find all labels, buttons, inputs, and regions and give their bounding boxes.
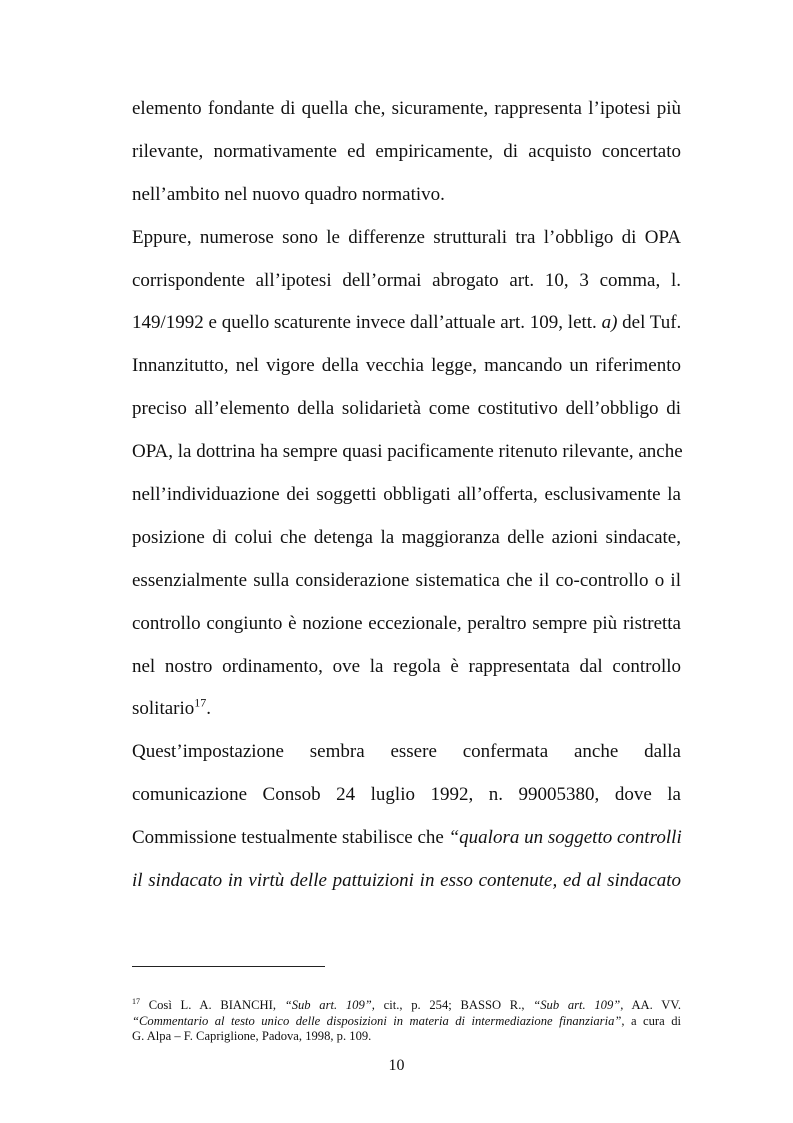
text-line: rilevante, normativamente ed empiricamente, di acquisto concertato (132, 140, 681, 162)
text-line: OPA, la dottrina ha sempre quasi pacificamente ritenuto rilevante, anche (132, 441, 683, 463)
footnote-line: G. Alpa – F. Capriglione, Padova, 1998, p. 109. (132, 1029, 372, 1043)
text-line: il sindacato in virtù delle pattuizioni in esso contenute, ed al sindacato (132, 870, 681, 892)
text-line (132, 688, 681, 731)
text-line: posizione di colui che detenga la maggioranza delle azioni sindacate, (132, 526, 681, 548)
text-segment: Così L. A. BIANCHI, (148, 998, 276, 1012)
footnote (132, 998, 681, 1045)
text-line: essenzialmente sulla considerazione sistematica che il co-controllo o il (132, 569, 681, 591)
text-line: nel nostro ordinamento, ove la regola è rappresentata dal controllo (132, 655, 681, 677)
italic-segment: “Sub art. 109”, (284, 998, 375, 1012)
footnote-line (132, 1014, 681, 1030)
footnote-line (132, 998, 681, 1014)
text-line: Innanzitutto, nel vigore della vecchia legge, mancando un riferimento (132, 355, 681, 377)
text-segment: 149/1992 e quello scaturente invece dall’attuale art. 109, lett. (132, 312, 597, 334)
text-line: comunicazione Consob 24 luglio 1992, n. 99005380, dove la (132, 784, 681, 806)
footnote-separator (132, 966, 325, 967)
text-line: Quest’impostazione sembra essere confermata anche dalla (132, 741, 681, 763)
text-line: nell’individuazione dei soggetti obbligati all’offerta, esclusivamente la (132, 484, 681, 506)
text-segment: , AA. VV. (620, 998, 681, 1012)
text-segment: . (206, 698, 212, 720)
text-line: elemento fondante di quella che, sicuramente, rappresenta l’ipotesi più (132, 98, 681, 119)
text-segment: , a cura di (621, 1013, 681, 1028)
footnote-reference: 17 (194, 696, 207, 711)
footnote-number: 17 (132, 996, 140, 1006)
text-line: Eppure, numerose sono le differenze strutturali tra l’obbligo di OPA (132, 226, 681, 248)
text-line: preciso all’elemento della solidarietà come costitutivo dell’obbligo di (132, 398, 681, 420)
main-text (132, 88, 681, 903)
text-line: corrispondente all’ipotesi dell’ormai abrogato art. 10, 3 comma, l. (132, 269, 681, 291)
italic-segment: “Commentario al testo unico delle disposizioni in materia di intermediazione finanziaria” (132, 1013, 622, 1028)
text-line (132, 302, 681, 345)
text-line (132, 817, 681, 860)
text-segment: Commissione testualmente stabilisce che (132, 827, 444, 849)
text-line: controllo congiunto è nozione eccezionale, peraltro sempre più ristretta (132, 612, 681, 634)
italic-segment: “Sub art. 109” (533, 998, 621, 1012)
italic-segment: a) (601, 312, 618, 334)
page-number: 10 (388, 1057, 405, 1074)
italic-segment: “qualora un soggetto controlli (448, 827, 682, 849)
text-segment: solitario (132, 698, 195, 720)
text-segment: del Tuf. (622, 312, 682, 334)
text-segment: cit., p. 254; BASSO R., (383, 998, 525, 1012)
text-line: nell’ambito nel nuovo quadro normativo. (132, 183, 445, 205)
